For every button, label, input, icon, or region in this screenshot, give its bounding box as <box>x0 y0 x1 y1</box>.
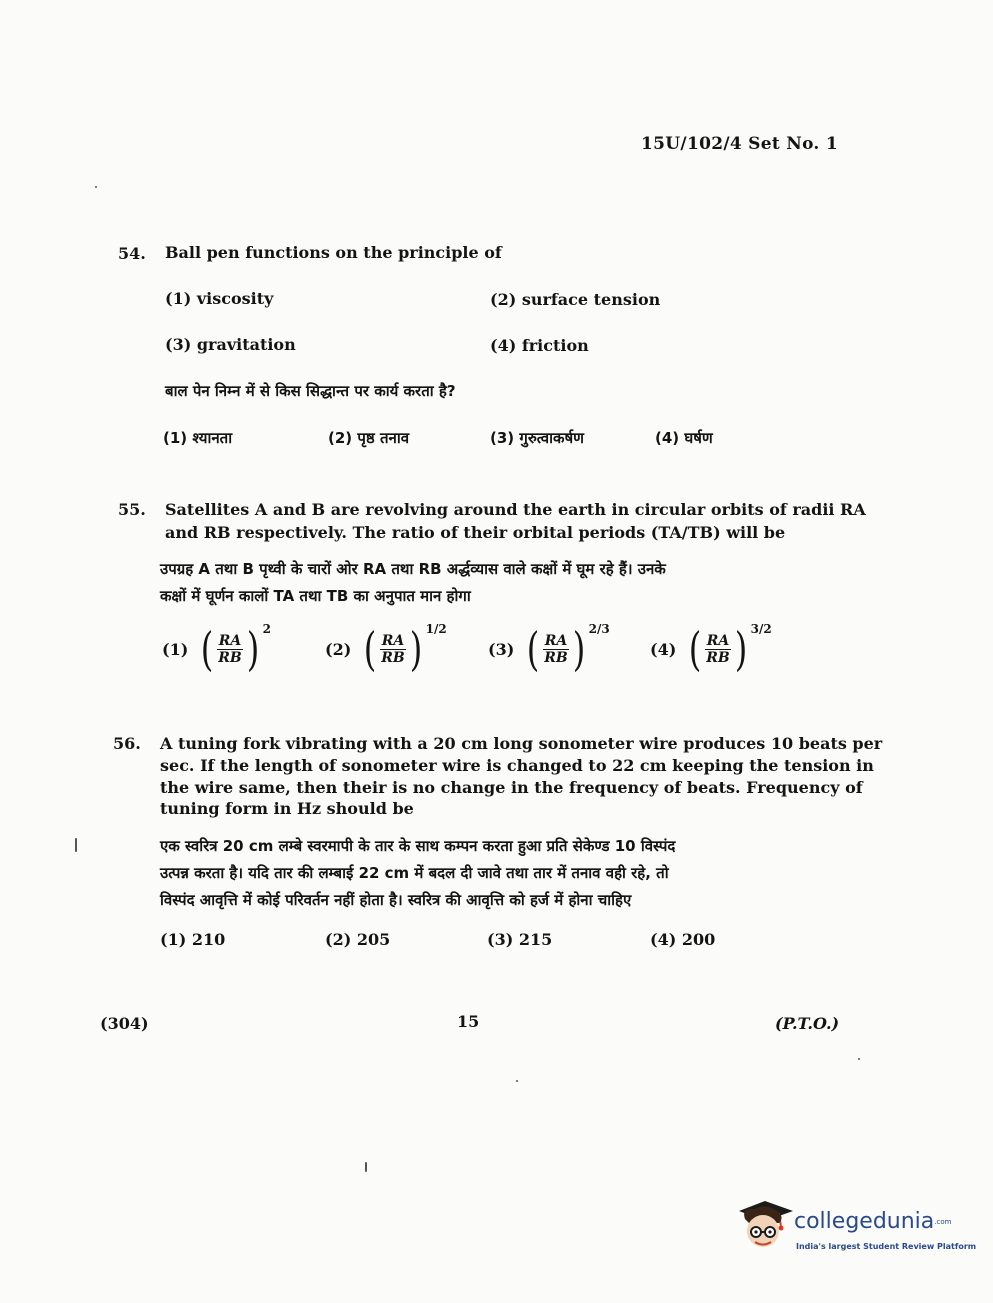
q55-text-line1: Satellites A and B are revolving around the earth in circular orbits of radii RA <box>165 500 866 519</box>
q54-option-3: (3) gravitation <box>165 335 296 354</box>
q56-hindi-line3: विस्पंद आवृत्ति में कोई परिवर्तन नहीं होता है। स्वरित्र की आवृत्ति को हर्ज में होना चाहिए <box>160 891 632 909</box>
q55-hindi-line1: उपग्रह A तथा B पृथ्वी के चारों ओर RA तथा RB अर्द्धव्यास वाले कक्षों में घूम रहे हैं। उनके <box>160 560 666 578</box>
q55-option-4-expr: ( $\frac{RA}{RB}$ ) 3/2 <box>688 622 772 676</box>
pto-label: (P.T.O.) <box>775 1014 840 1033</box>
q55-text-line2: and RB respectively. The ratio of their orbital periods (TA/TB) will be <box>165 523 786 542</box>
q54-option-4: (4) friction <box>490 336 589 355</box>
q54-option-1: (1) viscosity <box>165 289 274 308</box>
q55-option-2 <box>325 622 447 676</box>
scan-speck <box>95 186 97 188</box>
q55-option-1-exp: 2 <box>262 622 272 636</box>
q54-hindi-option-3: (3) गुरुत्वाकर्षण <box>490 429 585 447</box>
q55-option-1 <box>162 622 272 676</box>
q54-number: 54. <box>118 244 146 263</box>
q56-option-3: (3) 215 <box>487 930 553 949</box>
q55-option-3-label: (3) <box>488 639 515 659</box>
q56-option-2: (2) 205 <box>325 930 391 949</box>
q55-option-3-exp: 2/3 <box>588 622 610 636</box>
q56-hindi-line1: एक स्वरित्र 20 cm लम्बे स्वरमापी के तार के साथ कम्पन करता हुआ प्रति सेकेण्ड 10 विस्पंद <box>160 837 676 855</box>
q56-option-1: (1) 210 <box>160 930 226 949</box>
q55-option-1-num: RA <box>218 632 242 649</box>
q55-option-1-expr: ( $\frac{RA}{RB}$ ) 2 <box>200 622 272 676</box>
q55-option-2-expr: ( $\frac{RA}{RB}$ ) 1/2 <box>363 622 447 676</box>
q55-option-3-num: RA <box>544 632 568 649</box>
collegedunia-logo-text <box>794 1209 951 1234</box>
scan-speck <box>365 1162 367 1172</box>
q55-option-3 <box>488 622 610 676</box>
q55-option-2-den: RB <box>381 649 405 666</box>
q55-hindi-line2: कक्षों में घूर्णन कालों TA तथा TB का अनुपात मान होगा <box>160 587 471 605</box>
collegedunia-tagline: India's largest Student Review Platform <box>796 1242 977 1251</box>
q55-option-2-exp: 1/2 <box>425 622 447 636</box>
q54-option-2: (2) surface tension <box>490 290 661 309</box>
logo-suffix: .com <box>934 1218 952 1226</box>
q55-option-2-label: (2) <box>325 639 352 659</box>
page-number: 15 <box>457 1012 480 1031</box>
q55-option-1-den: RB <box>218 649 242 666</box>
q55-number: 55. <box>118 500 146 519</box>
q55-option-1-label: (1) <box>162 639 189 659</box>
q55-option-4-exp: 3/2 <box>750 622 772 636</box>
q54-text: Ball pen functions on the principle of <box>165 243 502 262</box>
q56-text-line3: the wire same, then their is no change in the frequency of beats. Frequency of <box>160 778 863 797</box>
q55-option-4 <box>650 622 772 676</box>
logo-name: collegedunia <box>794 1209 935 1234</box>
set-header: 15U/102/4 Set No. 1 <box>641 134 838 154</box>
collegedunia-logo-icon <box>735 1197 795 1257</box>
q56-option-4: (4) 200 <box>650 930 716 949</box>
q54-hindi: बाल पेन निम्न में से किस सिद्धान्त पर कार्य करता है? <box>165 382 456 400</box>
q55-option-3-den: RB <box>544 649 568 666</box>
scan-speck <box>75 838 77 852</box>
footer-code: (304) <box>100 1014 149 1033</box>
q54-hindi-option-2: (2) पृष्ठ तनाव <box>328 429 410 447</box>
q56-text-line2: sec. If the length of sonometer wire is changed to 22 cm keeping the tension in <box>160 756 874 775</box>
q55-option-3-expr: ( $\frac{RA}{RB}$ ) 2/3 <box>526 622 610 676</box>
q54-hindi-option-1: (1) श्यानता <box>163 429 233 447</box>
q56-text-line1: A tuning fork vibrating with a 20 cm long sonometer wire produces 10 beats per <box>160 734 883 753</box>
scan-speck <box>516 1080 518 1082</box>
q54-hindi-option-4: (4) घर्षण <box>655 429 713 447</box>
q55-option-4-den: RB <box>706 649 730 666</box>
q55-option-4-label: (4) <box>650 639 677 659</box>
q55-option-4-num: RA <box>706 632 730 649</box>
scan-speck <box>858 1058 860 1060</box>
q55-option-2-num: RA <box>381 632 405 649</box>
q56-text-line4: tuning form in Hz should be <box>160 799 414 818</box>
q56-hindi-line2: उत्पन्न करता है। यदि तार की लम्बाई 22 cm में बदल दी जावे तथा तार में तनाव वही रहे, तो <box>160 864 669 882</box>
q56-number: 56. <box>113 734 141 753</box>
